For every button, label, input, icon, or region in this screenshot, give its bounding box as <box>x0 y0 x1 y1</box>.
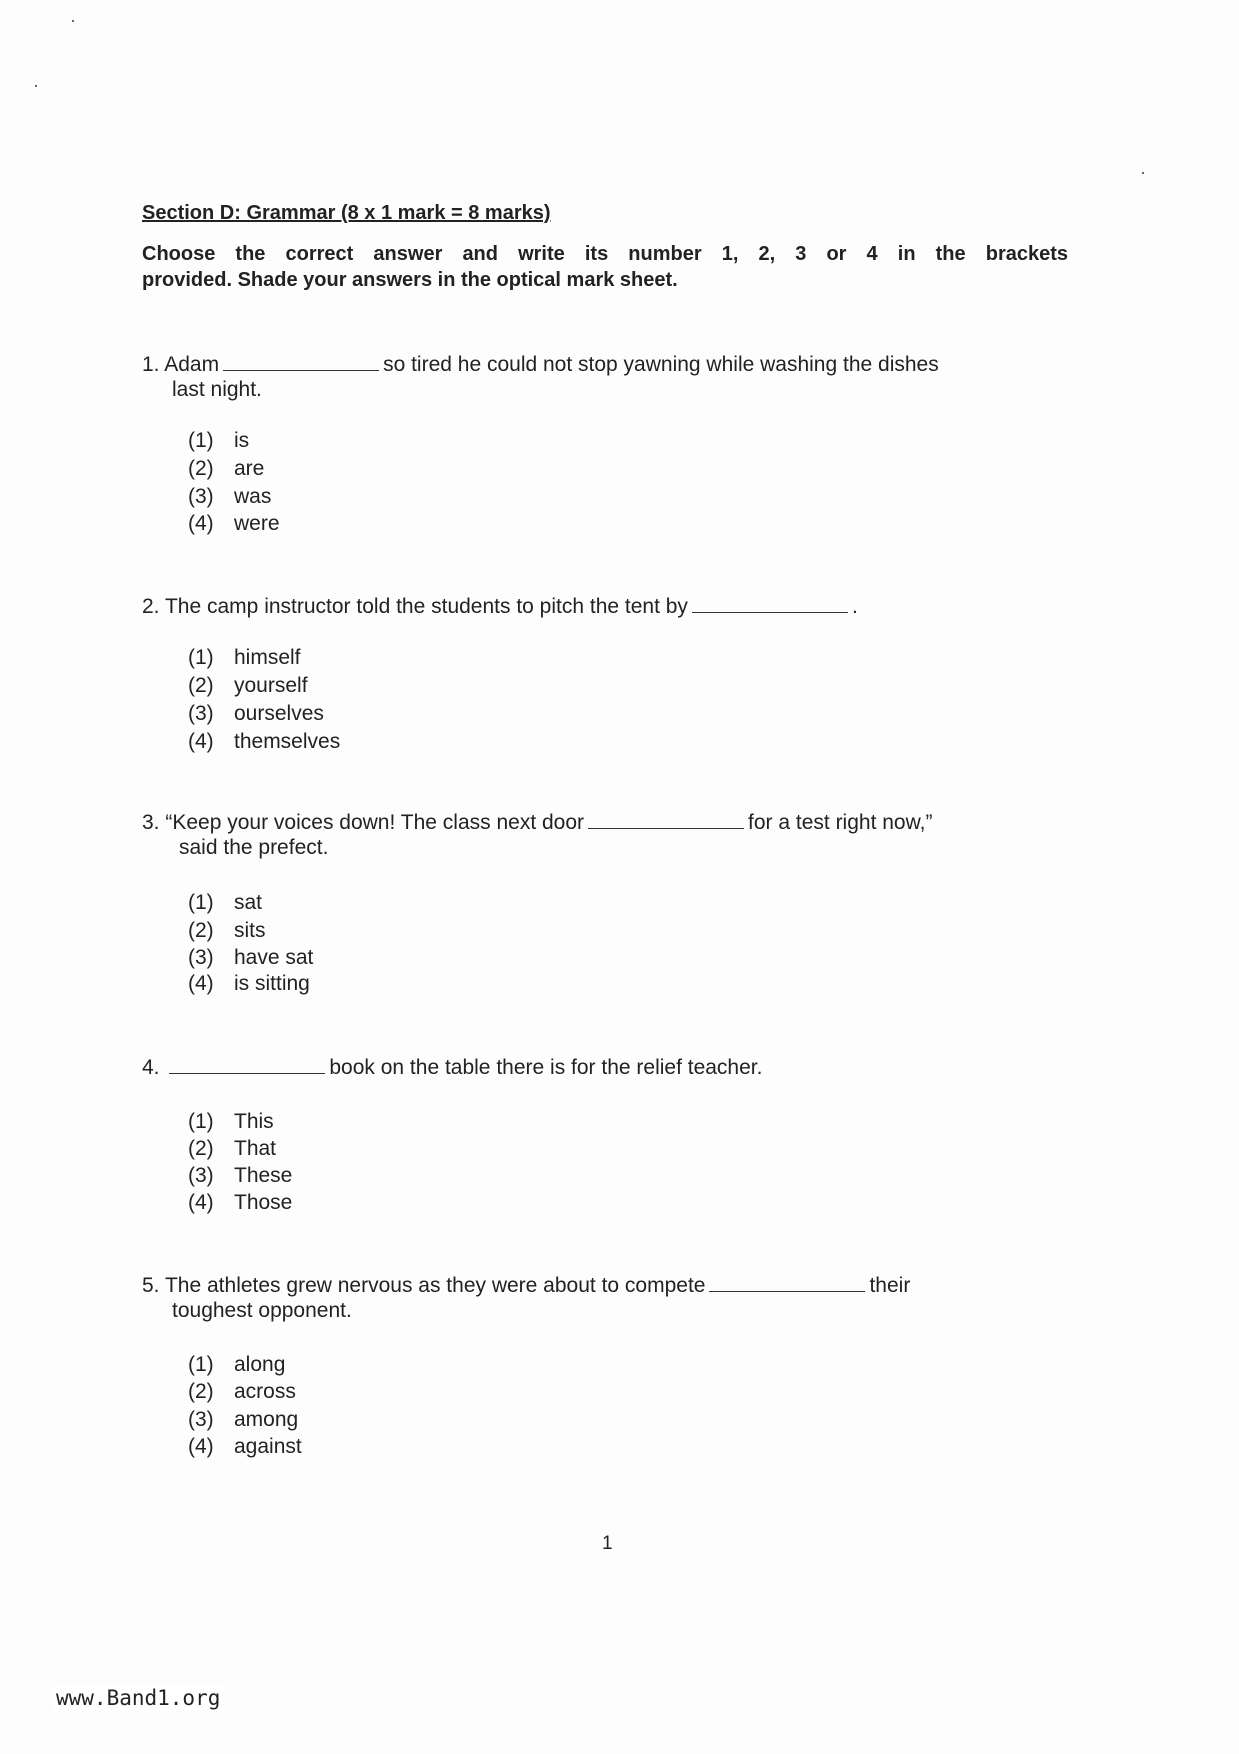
option-number: (2) <box>188 919 214 942</box>
option-number: (3) <box>188 702 214 725</box>
scan-speck <box>1142 172 1144 174</box>
option-number: (1) <box>188 1110 214 1133</box>
question-text-after: . <box>851 595 858 618</box>
option-number: (1) <box>188 646 214 669</box>
option-3 <box>188 1409 298 1430</box>
question-text-before: “Keep your voices down! The class next door <box>165 811 585 834</box>
option-1 <box>188 1111 274 1132</box>
option-number: (1) <box>188 429 214 452</box>
option-3 <box>188 703 324 724</box>
option-text: are <box>234 457 265 480</box>
option-text: sat <box>234 891 263 914</box>
question-text-after: so tired he could not stop yawning while washing the dishes <box>383 353 939 376</box>
option-2 <box>188 458 264 479</box>
option-1 <box>188 647 301 668</box>
question-number: 5. <box>142 1274 160 1297</box>
option-text: was <box>234 485 272 508</box>
question-text-after: their <box>869 1274 911 1297</box>
question-number: 2. <box>142 595 160 618</box>
option-text: among <box>234 1408 299 1431</box>
option-number: (3) <box>188 485 214 508</box>
option-1 <box>188 430 249 451</box>
option-2 <box>188 1138 276 1159</box>
question-5 <box>142 1275 1068 1296</box>
option-4 <box>188 973 310 994</box>
option-2 <box>188 1381 296 1402</box>
question-2 <box>142 596 1068 617</box>
option-number: (1) <box>188 891 214 914</box>
option-number: (3) <box>188 1408 214 1431</box>
option-text: have sat <box>234 946 314 969</box>
option-text: is <box>234 429 250 452</box>
question-4 <box>142 1057 1068 1078</box>
option-4 <box>188 1192 292 1213</box>
option-3 <box>188 486 271 507</box>
option-number: (2) <box>188 674 214 697</box>
option-text: were <box>234 512 280 535</box>
option-text: across <box>234 1380 296 1403</box>
option-number: (4) <box>188 512 214 535</box>
option-number: (4) <box>188 730 214 753</box>
option-text: along <box>234 1353 286 1376</box>
question-1 <box>142 354 1068 375</box>
option-4 <box>188 731 340 752</box>
section-title: Section D: Grammar (8 x 1 mark = 8 marks) <box>142 202 551 224</box>
option-number: (4) <box>188 1191 214 1214</box>
scan-speck <box>35 85 37 87</box>
answer-blank <box>169 1072 325 1074</box>
answer-blank <box>223 369 379 371</box>
question-3-continuation: said the prefect. <box>179 836 329 859</box>
question-text-before: The camp instructor told the students to pitch the tent by <box>164 595 688 618</box>
option-text: himself <box>234 646 301 669</box>
question-3 <box>142 812 1068 833</box>
page-number: 1 <box>602 1533 613 1554</box>
option-text: yourself <box>234 674 308 697</box>
option-3 <box>188 947 313 968</box>
answer-blank <box>588 827 744 829</box>
option-text: themselves <box>234 730 341 753</box>
option-text: is sitting <box>234 972 310 995</box>
option-number: (4) <box>188 1435 214 1458</box>
question-1-continuation: last night. <box>172 378 262 401</box>
question-5-continuation: toughest opponent. <box>172 1299 352 1322</box>
question-text-after: book on the table there is for the relief teacher. <box>329 1056 763 1079</box>
option-number: (1) <box>188 1353 214 1376</box>
option-4 <box>188 1436 302 1457</box>
option-1 <box>188 1354 285 1375</box>
option-text: These <box>234 1164 293 1187</box>
option-number: (2) <box>188 457 214 480</box>
question-number: 1. <box>142 353 160 376</box>
answer-blank <box>709 1290 865 1292</box>
option-text: against <box>234 1435 302 1458</box>
question-number: 3. <box>142 811 160 834</box>
question-text-before: Adam <box>164 353 220 376</box>
watermark: www.Band1.org <box>52 1686 224 1711</box>
scan-speck <box>72 20 74 22</box>
option-2 <box>188 920 266 941</box>
question-number: 4. <box>142 1056 160 1079</box>
option-number: (4) <box>188 972 214 995</box>
question-text-after: for a test right now,” <box>748 811 933 834</box>
option-text: That <box>234 1137 277 1160</box>
question-text-before: The athletes grew nervous as they were about to compete <box>164 1274 706 1297</box>
answer-blank <box>692 611 848 613</box>
option-text: Those <box>234 1191 293 1214</box>
option-text: sits <box>234 919 266 942</box>
option-1 <box>188 892 262 913</box>
option-4 <box>188 513 280 534</box>
option-number: (3) <box>188 946 214 969</box>
option-text: This <box>234 1110 274 1133</box>
option-number: (2) <box>188 1137 214 1160</box>
option-2 <box>188 675 308 696</box>
option-number: (2) <box>188 1380 214 1403</box>
instructions-line-2: provided. Shade your answers in the optical mark sheet. <box>142 269 678 291</box>
option-3 <box>188 1165 292 1186</box>
option-number: (3) <box>188 1164 214 1187</box>
option-text: ourselves <box>234 702 324 725</box>
instructions-line-1: Choose the correct answer and write its number 1, 2, 3 or 4 in the brackets <box>142 243 1068 265</box>
